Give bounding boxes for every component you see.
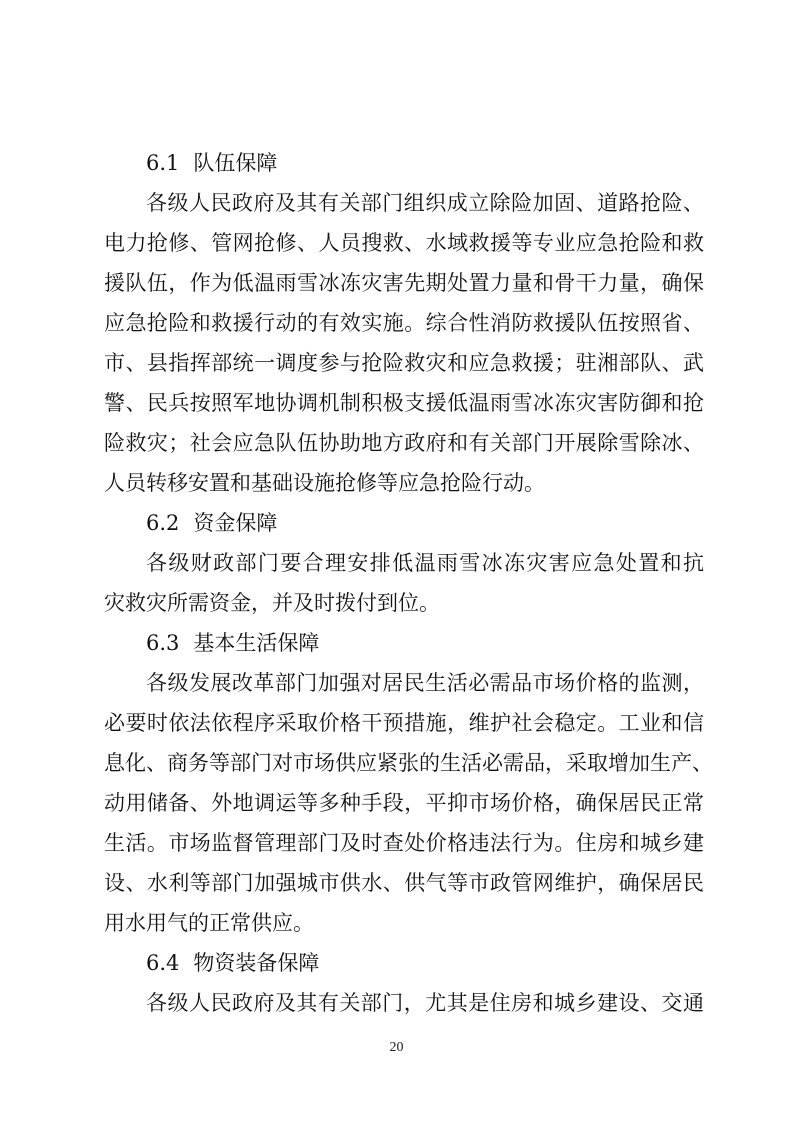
section-title: 资金保障 <box>193 511 278 535</box>
paragraph-line: 应急抢险和救援行动的有效实施。综合性消防救援队伍按照省、 <box>104 311 704 335</box>
paragraph-line: 各级财政部门要合理安排低温雨雪冰冻灾害应急处置和抗 <box>146 551 704 575</box>
paragraph-line: 灾救灾所需资金，并及时拨付到位。 <box>104 591 440 615</box>
paragraph-line: 设、水利等部门加强城市供水、供气等市政管网维护，确保居民 <box>104 871 704 895</box>
paragraph-line: 生活。市场监督管理部门及时查处价格违法行为。住房和城乡建 <box>104 831 704 855</box>
section-heading-6-3 <box>0 623 793 663</box>
paragraph-line: 各级人民政府及其有关部门组织成立除险加固、道路抢险、 <box>146 191 704 215</box>
paragraph-line: 各级发展改革部门加强对居民生活必需品市场价格的监测， <box>146 671 704 695</box>
section-title: 队伍保障 <box>193 151 278 175</box>
paragraph-line: 用水用气的正常供应。 <box>104 911 314 935</box>
paragraph-line: 警、民兵按照军地协调机制积极支援低温雨雪冰冻灾害防御和抢 <box>104 391 704 415</box>
section-number: 6.3 <box>146 631 180 655</box>
page-number: 20 <box>389 1040 404 1055</box>
paragraph-line: 援队伍，作为低温雨雪冰冻灾害先期处置力量和骨干力量，确保 <box>104 271 704 295</box>
paragraph-line: 电力抢修、管网抢修、人员搜救、水域救援等专业应急抢险和救 <box>104 231 704 255</box>
section-title: 物资装备保障 <box>193 951 320 975</box>
section-heading-6-4 <box>0 943 793 983</box>
section-number: 6.1 <box>146 151 180 175</box>
paragraph-line: 各级人民政府及其有关部门，尤其是住房和城乡建设、交通 <box>146 991 704 1015</box>
paragraph-line: 动用储备、外地调运等多种手段，平抑市场价格，确保居民正常 <box>104 791 704 815</box>
section-number: 6.4 <box>146 951 180 975</box>
section-title: 基本生活保障 <box>193 631 320 655</box>
paragraph-line: 险救灾；社会应急队伍协助地方政府和有关部门开展除雪除冰、 <box>104 431 704 455</box>
paragraph-line: 必要时依法依程序采取价格干预措施，维护社会稳定。工业和信 <box>104 711 704 735</box>
paragraph-line: 息化、商务等部门对市场供应紧张的生活必需品，采取增加生产、 <box>104 751 713 775</box>
section-heading-6-2 <box>0 503 793 543</box>
paragraph-line: 市、县指挥部统一调度参与抢险救灾和应急救援；驻湘部队、武 <box>104 351 704 375</box>
section-heading-6-1 <box>0 143 793 183</box>
section-number: 6.2 <box>146 511 180 535</box>
paragraph-line: 人员转移安置和基础设施抢修等应急抢险行动。 <box>104 471 545 495</box>
